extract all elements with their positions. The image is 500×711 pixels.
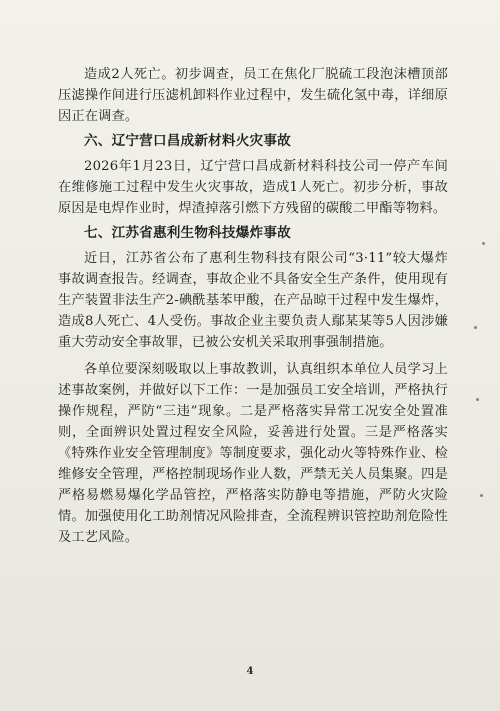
paragraph-incident-5-continuation: 造成2人死亡。初步调查，员工在焦化厂脱硫工段泡沫槽顶部压滤操作间进行压滤机卸料作业过程中，发生硫化氢中毒，详细原因正在调查。 bbox=[58, 67, 448, 124]
paragraph-requirements: 各单位要深刻吸取以上事故教训，认真组织本单位人员学习上述事故案例，并做好以下工作：一是加强员工安全培训，严格执行操作规程，严防“三违”现象。二是严格落实异常工况安全处置准则，全面辨识处置过程安全风险，妥善进行处置。三是严格落实《特殊作业安全管理制度》等制度要求，强化动火等特殊作业、检维修安全管理，严格控制现场作业人数，严禁无关人员集聚。四是严格易燃易爆化学品管控，严格落实防静电等措施，严防火灾险情。加强使用化工助剂情况风险排查，全流程辨识管控助剂危险性及工艺风险。 bbox=[58, 362, 448, 545]
scan-speck bbox=[480, 494, 483, 497]
page-number: 4 bbox=[246, 666, 254, 677]
document-body bbox=[58, 64, 448, 548]
scan-speck bbox=[482, 242, 485, 245]
scan-speck bbox=[476, 398, 479, 401]
paragraph-incident-6: 2026年1月23日，辽宁营口昌成新材料科技公司一停产车间在维修施工过程中发生火灾事故，造成1人死亡。初步分析，事故原因是电焊作业时，焊渣掉落引燃下方残留的碳酸二甲酯等物料。 bbox=[58, 159, 448, 216]
paragraph-incident-7: 近日，江苏省公布了惠利生物科技有限公司“3·11”较大爆炸事故调查报告。经调查，事故企业不具备安全生产条件，使用现有生产装置非法生产2-碘酰基苯甲酸，在产品晾干过程中发生爆炸，造成8人死亡、4人受伤。事故企业主要负责人鄢某某等5人因涉嫌重大劳动安全事故罪，已被公安机关采取刑事强制措施。 bbox=[58, 251, 448, 350]
section-heading-7: 七、江苏省惠利生物科技爆炸事故 bbox=[84, 225, 291, 241]
scan-speck bbox=[474, 326, 477, 329]
section-heading-6: 六、辽宁营口昌成新材料火灾事故 bbox=[84, 133, 291, 149]
